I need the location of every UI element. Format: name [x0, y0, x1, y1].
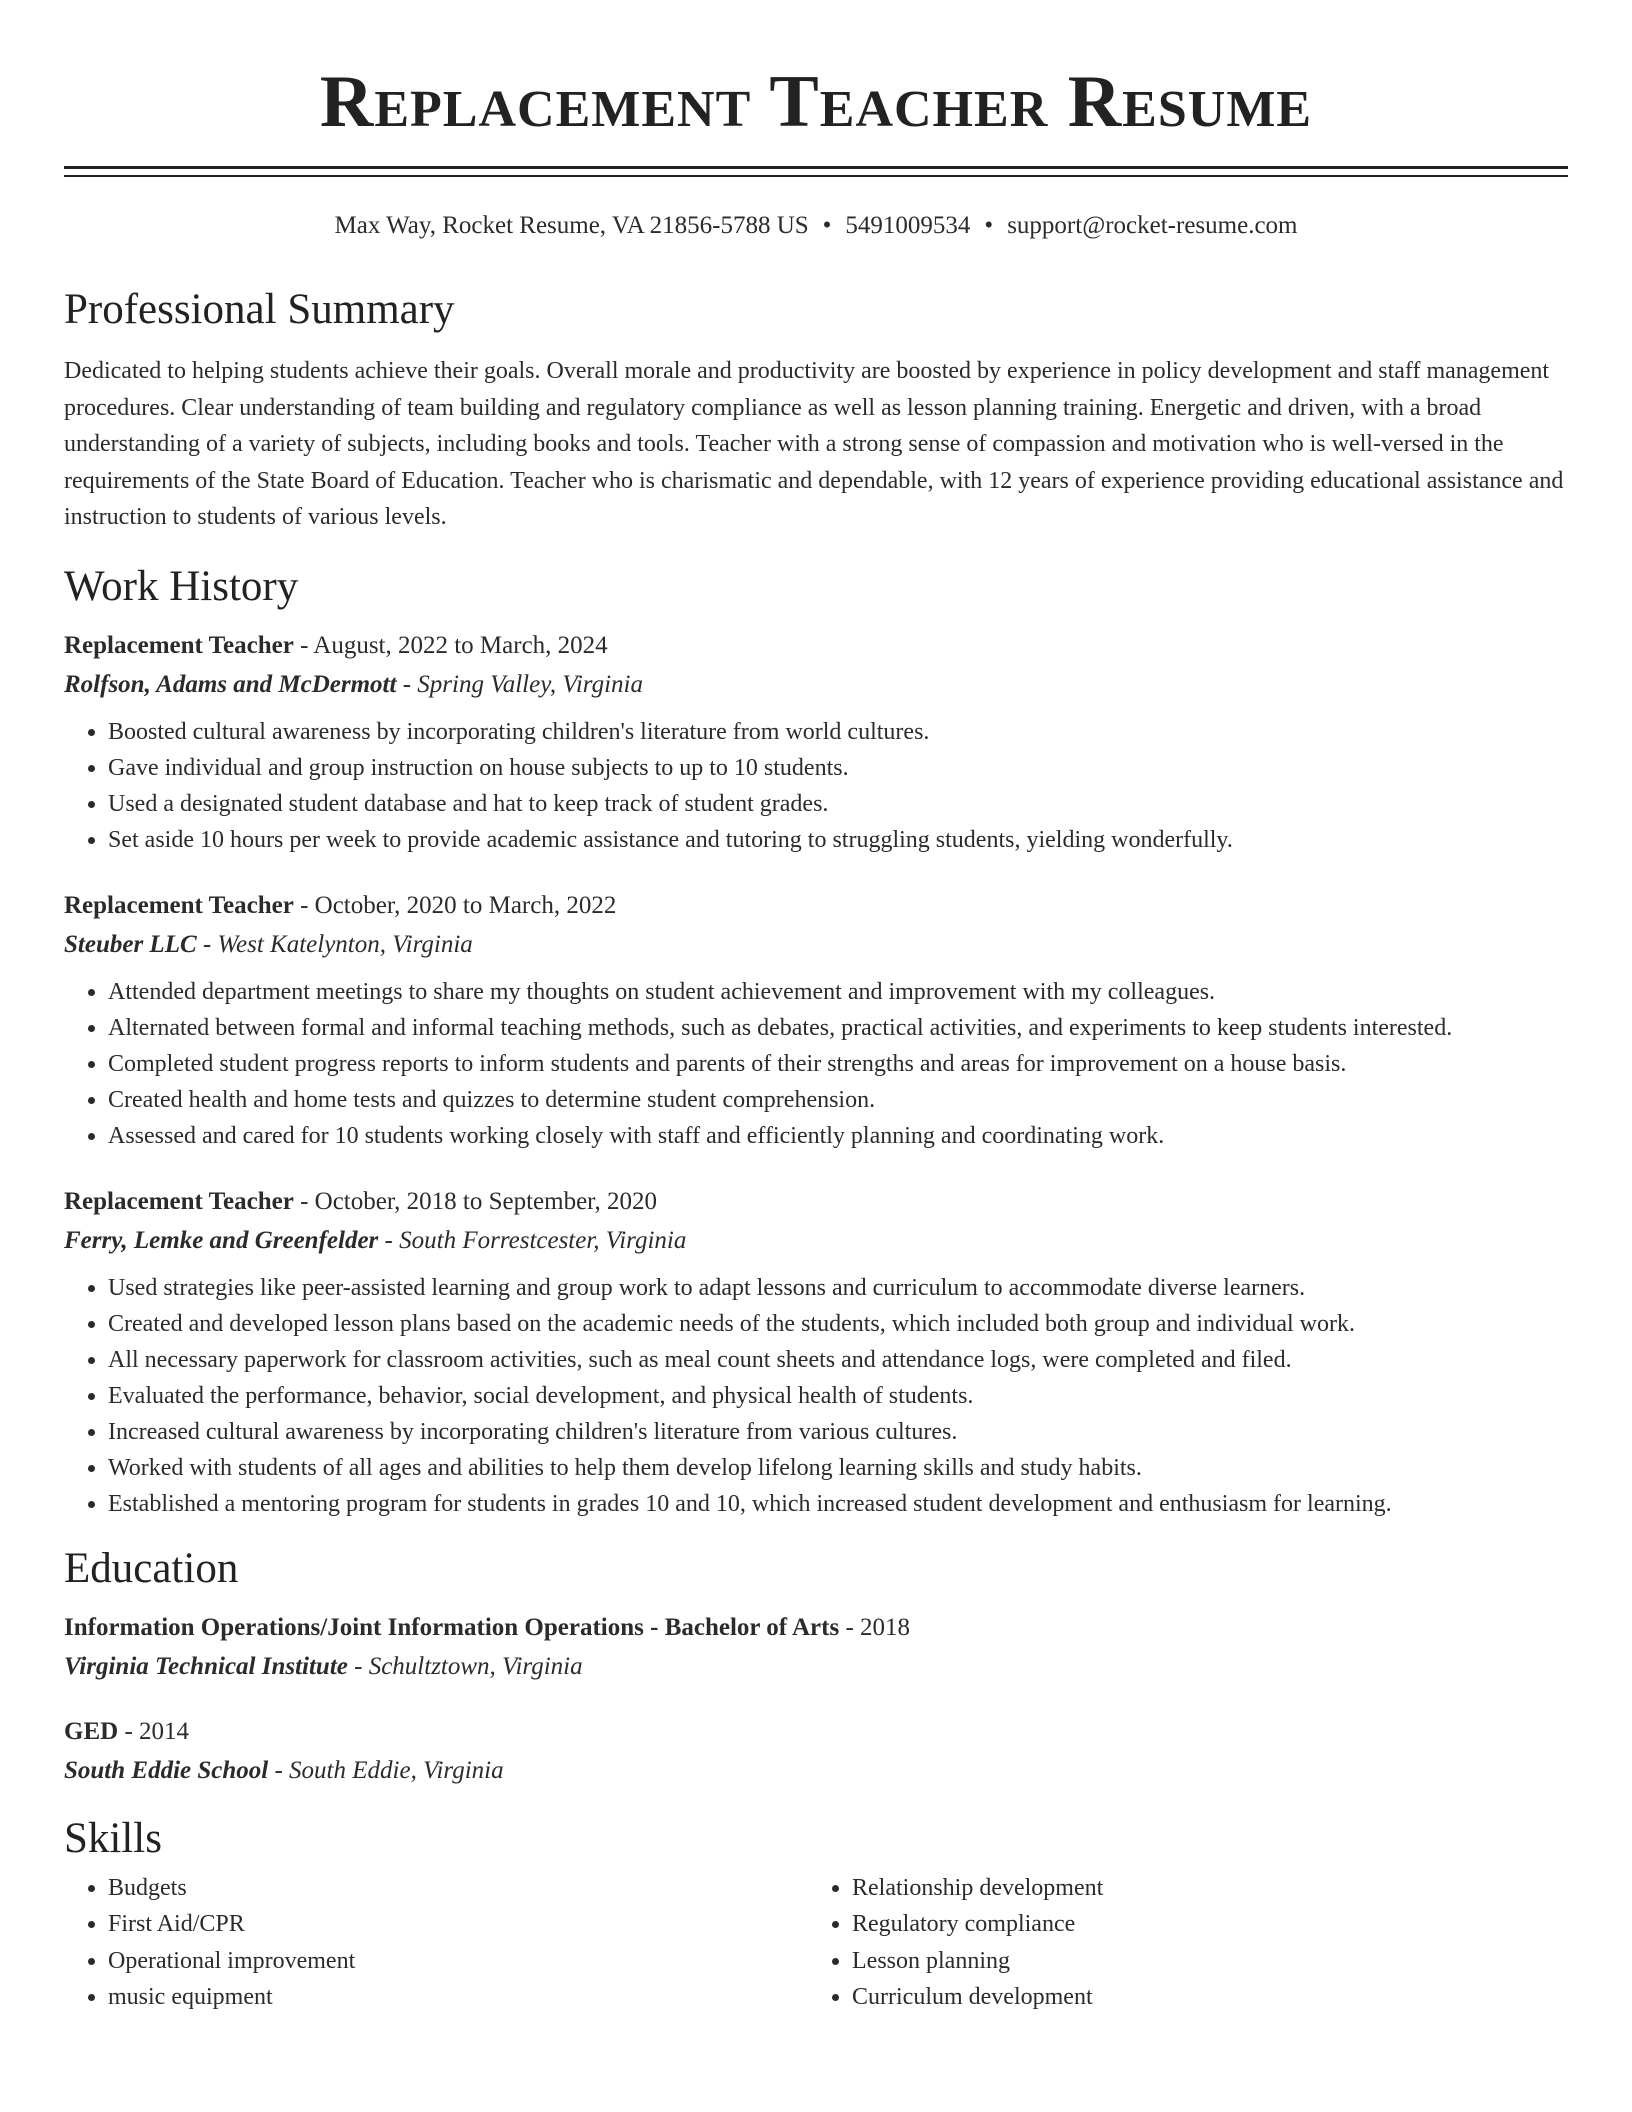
skill-item: • Regulatory compliance	[852, 1906, 1568, 1943]
contact-line	[64, 211, 1568, 241]
skills-heading: Skills	[64, 1814, 162, 1862]
education-degree: GED	[64, 1717, 119, 1745]
skill-item: • Lesson planning	[852, 1943, 1568, 1980]
job-company: Rolfson, Adams and McDermott	[64, 670, 397, 698]
job-location: - West Katelynton, Virginia	[196, 930, 473, 958]
job-title-line	[64, 1182, 1568, 1221]
job-company-line	[64, 665, 1568, 704]
education-school: Virginia Technical Institute	[64, 1652, 348, 1680]
contact-email: support@rocket-resume.com	[1007, 212, 1298, 239]
job-company: Ferry, Lemke and Greenfelder	[64, 1226, 379, 1254]
skills-columns	[64, 1870, 1568, 2016]
contact-address: Max Way, Rocket Resume, VA 21856-5788 US	[334, 212, 809, 239]
contact-separator: •	[984, 212, 994, 239]
job-dates: - October, 2020 to March, 2022	[293, 891, 617, 919]
job-bullet: • Gave individual and group instruction on house subjects to up to 10 students.	[108, 750, 1568, 786]
education-location: - South Eddie, Virginia	[268, 1756, 504, 1784]
job-bullet: • Completed student progress reports to inform students and parents of their strengths and areas for improvement on a house basis.	[108, 1046, 1568, 1082]
job-location: - South Forrestcester, Virginia	[378, 1226, 687, 1254]
job-bullet: • Used strategies like peer-assisted learning and group work to adapt lessons and curriculum to accommodate diverse learners.	[108, 1270, 1568, 1306]
job-dates: - October, 2018 to September, 2020	[293, 1187, 658, 1215]
skill-item: • Operational improvement	[108, 1943, 808, 1980]
job-bullet: • Boosted cultural awareness by incorporating children's literature from world cultures.	[108, 714, 1568, 750]
summary-heading: Professional Summary	[64, 286, 455, 333]
resume-title: Replacement Teacher Resume	[319, 61, 1313, 143]
job-company: Steuber LLC	[64, 930, 197, 958]
skill-item: • Relationship development	[852, 1870, 1568, 1907]
job-role: Replacement Teacher	[64, 891, 294, 919]
job-entry	[64, 1182, 1568, 1522]
education-school-line	[64, 1751, 1568, 1790]
education-degree-line	[64, 1712, 1568, 1751]
job-role: Replacement Teacher	[64, 631, 294, 659]
contact-separator: •	[822, 212, 832, 239]
job-bullet: • All necessary paperwork for classroom activities, such as meal count sheets and attendance logs, were completed and filed.	[108, 1342, 1568, 1378]
skill-item: • music equipment	[108, 1979, 808, 2016]
title-divider-thick	[64, 166, 1568, 169]
education-degree-line	[64, 1608, 1568, 1647]
job-bullet: • Created health and home tests and quizzes to determine student comprehension.	[108, 1082, 1568, 1118]
education-year: - 2018	[839, 1613, 911, 1641]
job-bullet: • Attended department meetings to share my thoughts on student achievement and improvement with my colleagues.	[108, 974, 1568, 1010]
job-title-line	[64, 626, 1568, 665]
job-bullet: • Used a designated student database and hat to keep track of student grades.	[108, 786, 1568, 822]
job-bullets	[64, 974, 1568, 1154]
job-bullet: • Created and developed lesson plans based on the academic needs of the students, which included both group and individual work.	[108, 1306, 1568, 1342]
education-entry	[64, 1712, 1568, 1790]
job-company-line	[64, 925, 1568, 964]
skill-item: • Budgets	[108, 1870, 808, 1907]
job-bullet: • Assessed and cared for 10 students working closely with staff and efficiently planning and coordinating work.	[108, 1118, 1568, 1154]
education-location: - Schultztown, Virginia	[347, 1652, 583, 1680]
education-degree: Information Operations/Joint Information Operations - Bachelor of Arts	[64, 1613, 840, 1641]
job-company-line	[64, 1221, 1568, 1260]
skills-list-right	[808, 1870, 1568, 2016]
job-bullet: • Worked with students of all ages and abilities to help them develop lifelong learning skills and study habits.	[108, 1450, 1568, 1486]
title-divider-thin	[64, 175, 1568, 177]
skills-list-left	[64, 1870, 808, 2016]
job-role: Replacement Teacher	[64, 1187, 294, 1215]
job-entry	[64, 886, 1568, 1154]
education-entry	[64, 1608, 1568, 1686]
contact-phone: 5491009534	[845, 212, 971, 239]
skill-item: • First Aid/CPR	[108, 1906, 808, 1943]
summary-text: Dedicated to helping students achieve their goals. Overall morale and productivity are boosted by experience in policy development and staff management procedures. Clear understanding of team building and regulatory compliance as well as lesson planning training. Energetic and driven, with a broad understanding of a variety of subjects, including books and tools. Teacher with a strong sense of compassion and motivation who is well-versed in the requirements of the State Board of Education. Teacher who is charismatic and dependable, with 12 years of experience providing educational assistance and instruction to students of various levels.	[64, 358, 1564, 530]
job-bullets	[64, 714, 1568, 858]
job-bullet: • Set aside 10 hours per week to provide academic assistance and tutoring to struggling students, yielding wonderfully.	[108, 822, 1568, 858]
job-dates: - August, 2022 to March, 2024	[293, 631, 608, 659]
work-history-heading: Work History	[64, 562, 299, 610]
job-bullet: • Increased cultural awareness by incorporating children's literature from various cultures.	[108, 1414, 1568, 1450]
job-entry	[64, 626, 1568, 858]
education-school-line	[64, 1647, 1568, 1686]
job-bullet: • Established a mentoring program for students in grades 10 and 10, which increased student development and enthusiasm for learning.	[108, 1486, 1568, 1522]
job-bullet: • Alternated between formal and informal teaching methods, such as debates, practical activities, and experiments to keep students interested.	[108, 1010, 1568, 1046]
job-bullets	[64, 1270, 1568, 1522]
job-title-line	[64, 886, 1568, 925]
education-year: - 2014	[118, 1717, 190, 1745]
job-location: - Spring Valley, Virginia	[396, 670, 643, 698]
skill-item: • Curriculum development	[852, 1979, 1568, 2016]
education-heading: Education	[64, 1544, 239, 1592]
job-bullet: • Evaluated the performance, behavior, social development, and physical health of students.	[108, 1378, 1568, 1414]
education-school: South Eddie School	[64, 1756, 269, 1784]
